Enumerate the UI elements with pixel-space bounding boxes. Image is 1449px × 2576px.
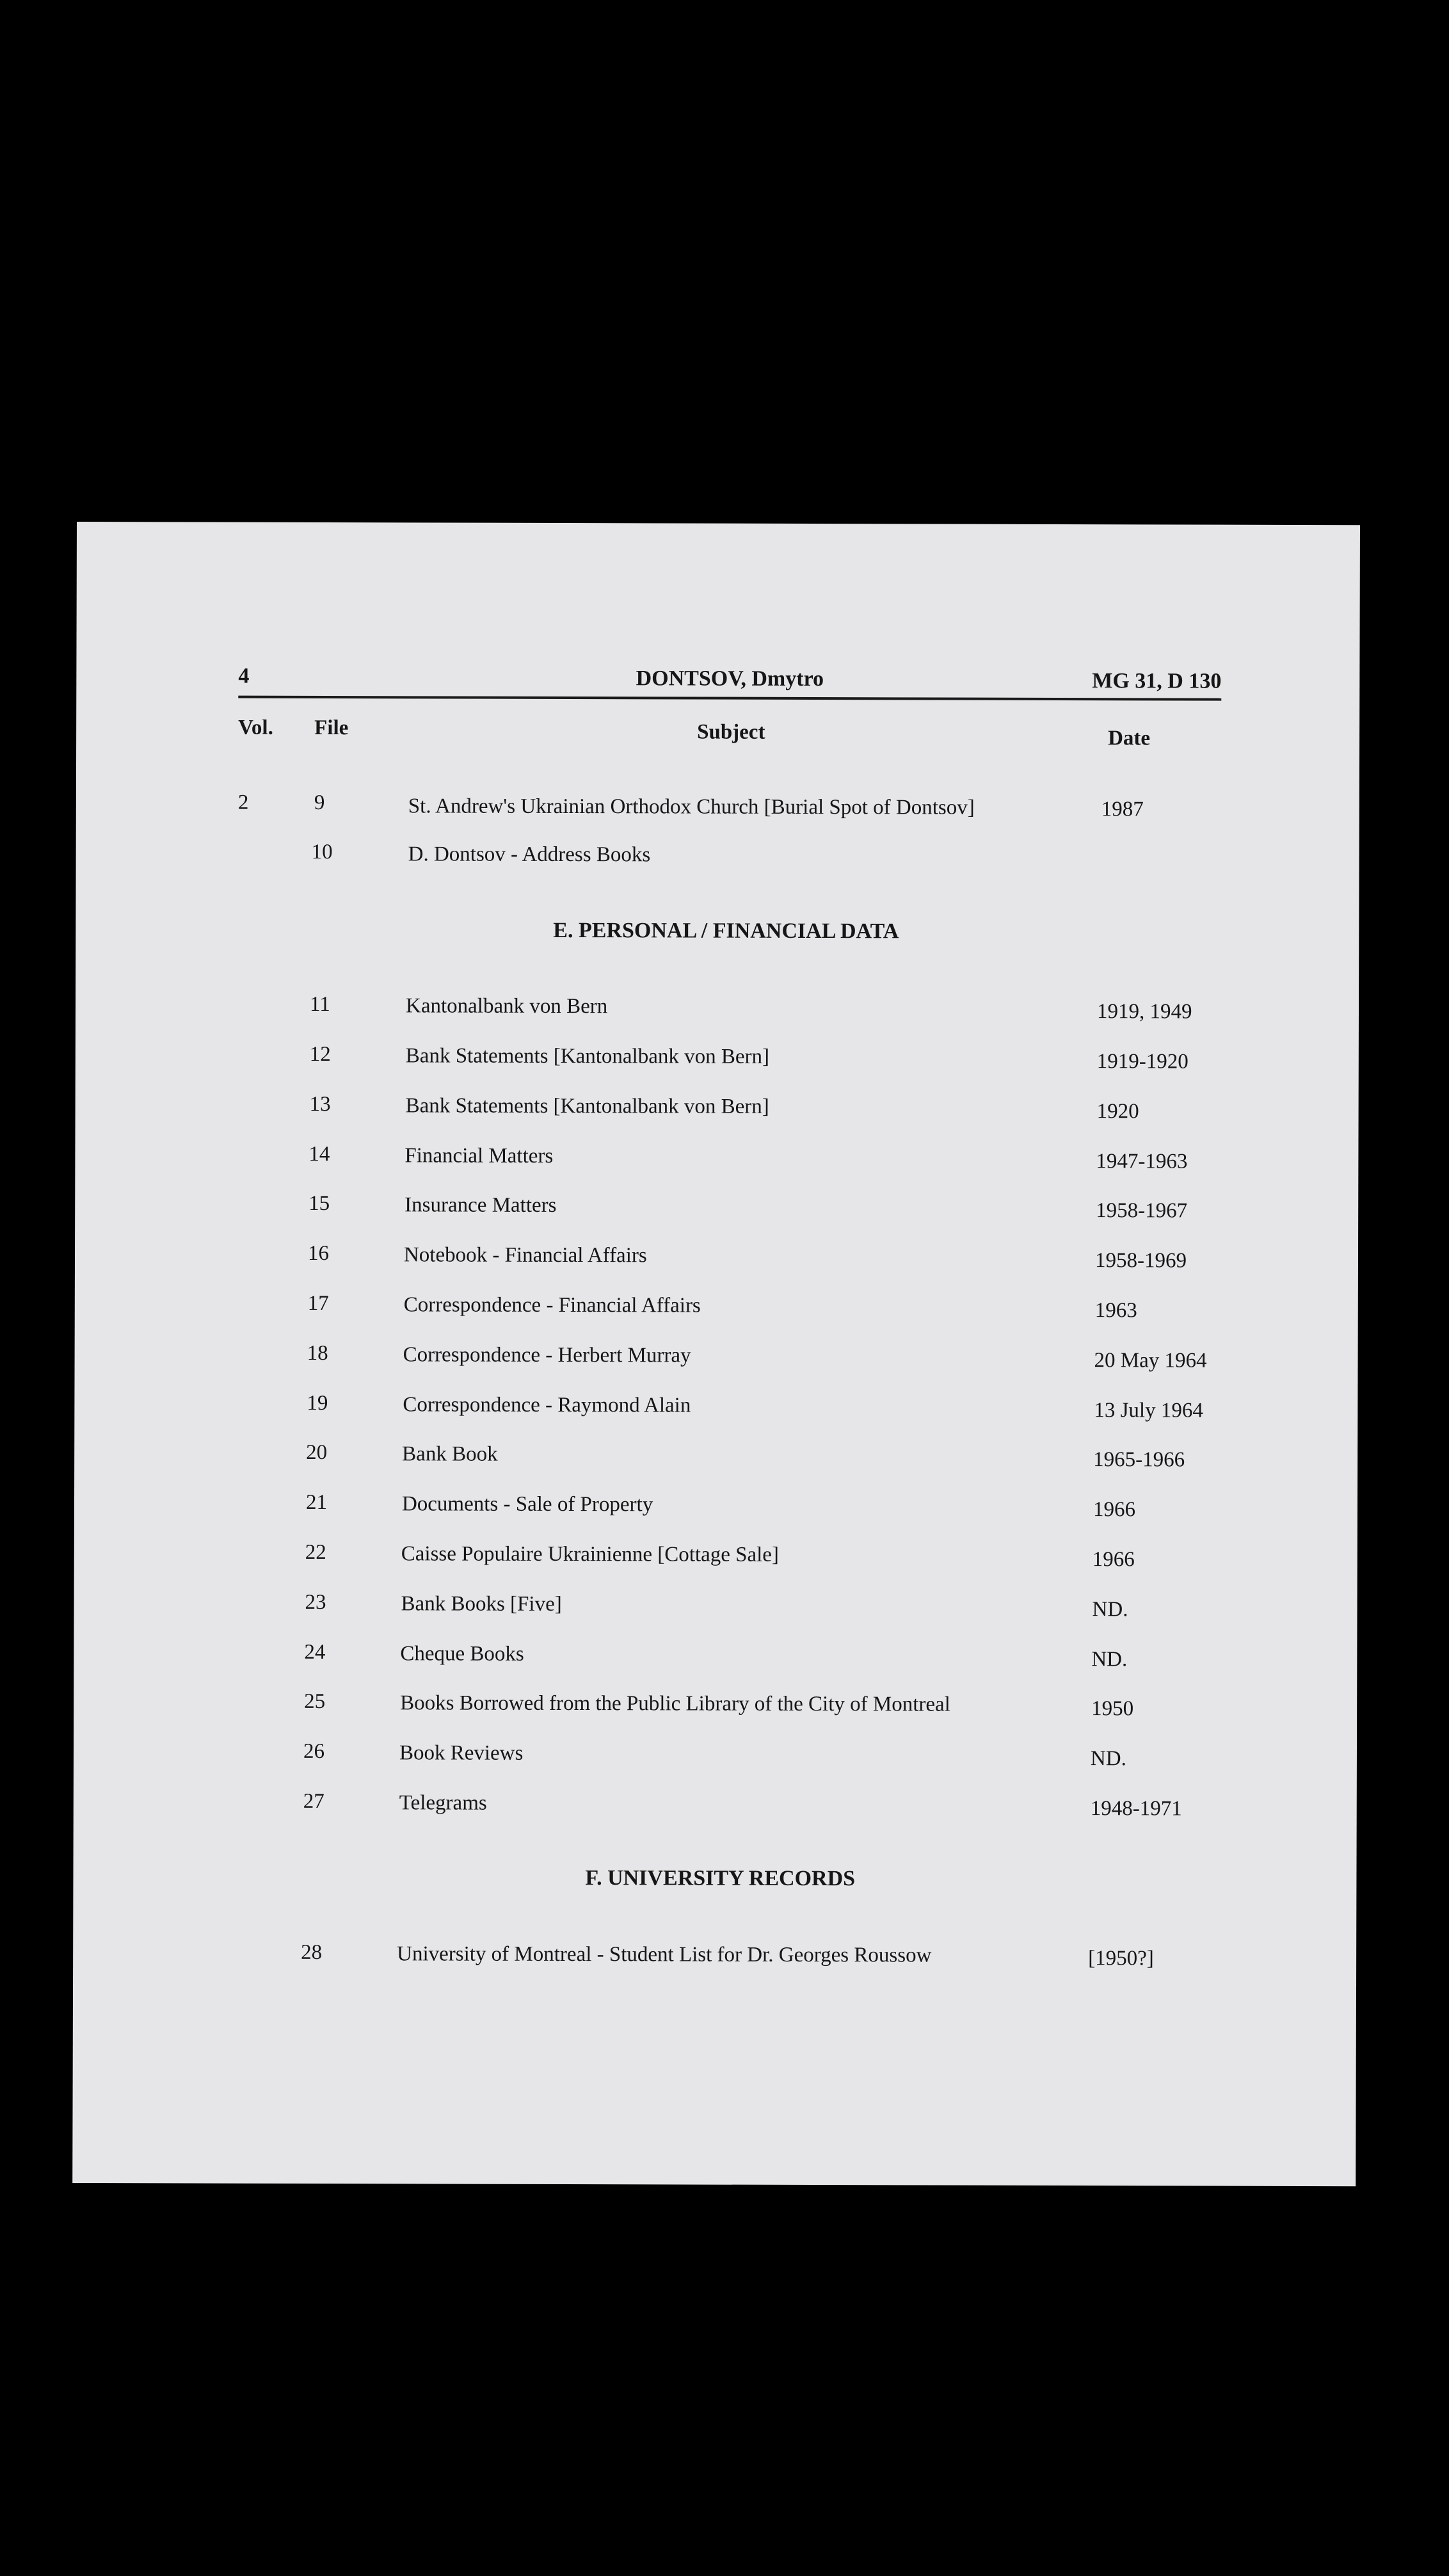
row-date: 1948-1971 bbox=[1090, 1797, 1182, 1821]
row-date: 1987 bbox=[1101, 798, 1144, 821]
row-file: 17 bbox=[307, 1291, 329, 1316]
row-date: 1966 bbox=[1093, 1498, 1136, 1522]
row-file: 24 bbox=[304, 1640, 326, 1664]
row-subject: Cheque Books bbox=[400, 1642, 524, 1666]
row-file: 25 bbox=[304, 1689, 326, 1714]
row-subject: St. Andrew's Ukrainian Orthodox Church [Burial Spot of Dontsov] bbox=[408, 794, 975, 819]
header-rule bbox=[238, 696, 1221, 701]
row-subject: Correspondence - Raymond Alain bbox=[403, 1393, 691, 1417]
row-file: 12 bbox=[309, 1042, 331, 1067]
row-date: 13 July 1964 bbox=[1094, 1399, 1203, 1422]
column-header-file: File bbox=[314, 716, 349, 740]
row-date: [1950?] bbox=[1088, 1947, 1154, 1970]
row-subject: Telegrams bbox=[399, 1791, 487, 1815]
row-file: 14 bbox=[308, 1142, 330, 1166]
fonds-title: DONTSOV, Dmytro bbox=[636, 666, 824, 691]
reference-number: MG 31, D 130 bbox=[1092, 669, 1222, 693]
row-subject: Kantonalbank von Bern bbox=[405, 994, 608, 1018]
row-file: 22 bbox=[305, 1540, 326, 1565]
row-file: 9 bbox=[314, 791, 325, 815]
row-vol: 2 bbox=[237, 791, 249, 814]
row-date: 1965-1966 bbox=[1093, 1448, 1185, 1472]
row-date: 1966 bbox=[1092, 1548, 1135, 1572]
row-subject: Bank Books [Five] bbox=[401, 1592, 562, 1616]
row-file: 16 bbox=[307, 1241, 330, 1266]
column-header-subject: Subject bbox=[697, 720, 765, 744]
row-file: 18 bbox=[307, 1341, 328, 1365]
row-subject: Bank Book bbox=[402, 1442, 498, 1466]
section-heading: F. UNIVERSITY RECORDS bbox=[585, 1866, 856, 1891]
section-heading: E. PERSONAL / FINANCIAL DATA bbox=[553, 918, 899, 944]
row-file: 13 bbox=[309, 1092, 331, 1116]
row-date: 20 May 1964 bbox=[1094, 1349, 1207, 1373]
row-date: ND. bbox=[1091, 1648, 1128, 1671]
row-file: 11 bbox=[309, 992, 330, 1017]
row-file: 26 bbox=[303, 1739, 325, 1764]
page-number: 4 bbox=[238, 664, 250, 688]
row-date: 1947-1963 bbox=[1096, 1150, 1188, 1173]
row-subject: Notebook - Financial Affairs bbox=[403, 1243, 647, 1268]
row-date: 1963 bbox=[1094, 1299, 1137, 1323]
row-file: 15 bbox=[308, 1191, 330, 1216]
row-subject: Caisse Populaire Ukrainienne [Cottage Sale] bbox=[401, 1542, 779, 1566]
row-subject: Bank Statements [Kantonalbank von Bern] bbox=[405, 1044, 770, 1068]
row-subject: Correspondence - Herbert Murray bbox=[403, 1343, 691, 1367]
row-date: 1950 bbox=[1091, 1697, 1134, 1721]
row-file: 23 bbox=[305, 1590, 326, 1614]
row-subject: D. Dontsov - Address Books bbox=[408, 842, 651, 867]
row-subject: Documents - Sale of Property bbox=[401, 1492, 653, 1517]
row-date: 1919-1920 bbox=[1096, 1050, 1189, 1074]
row-date: 1958-1969 bbox=[1094, 1249, 1187, 1273]
row-file: 19 bbox=[307, 1391, 328, 1415]
document-page bbox=[72, 522, 1360, 2186]
row-subject: Bank Statements [Kantonalbank von Bern] bbox=[405, 1094, 769, 1118]
row-date: 1958-1967 bbox=[1096, 1199, 1188, 1223]
row-date: ND. bbox=[1090, 1747, 1126, 1771]
row-file: 21 bbox=[305, 1490, 328, 1515]
row-subject: Financial Matters bbox=[404, 1144, 554, 1168]
row-date: ND. bbox=[1092, 1598, 1128, 1622]
row-file: 28 bbox=[301, 1940, 323, 1965]
page-header bbox=[238, 664, 1221, 695]
row-subject: Correspondence - Financial Affairs bbox=[403, 1293, 701, 1317]
column-header-vol: Vol. bbox=[238, 716, 273, 739]
row-file: 10 bbox=[311, 840, 333, 864]
row-date: 1919, 1949 bbox=[1096, 1000, 1192, 1024]
column-header-date: Date bbox=[1108, 727, 1151, 750]
row-subject: Books Borrowed from the Public Library of the City of Montreal bbox=[400, 1691, 950, 1716]
row-subject: Book Reviews bbox=[399, 1741, 524, 1765]
row-subject: Insurance Matters bbox=[404, 1193, 557, 1217]
row-file: 20 bbox=[306, 1440, 328, 1465]
row-date: 1920 bbox=[1096, 1100, 1139, 1123]
row-file: 27 bbox=[303, 1789, 324, 1814]
row-subject: University of Montreal - Student List for Dr. Georges Roussow bbox=[397, 1942, 932, 1967]
